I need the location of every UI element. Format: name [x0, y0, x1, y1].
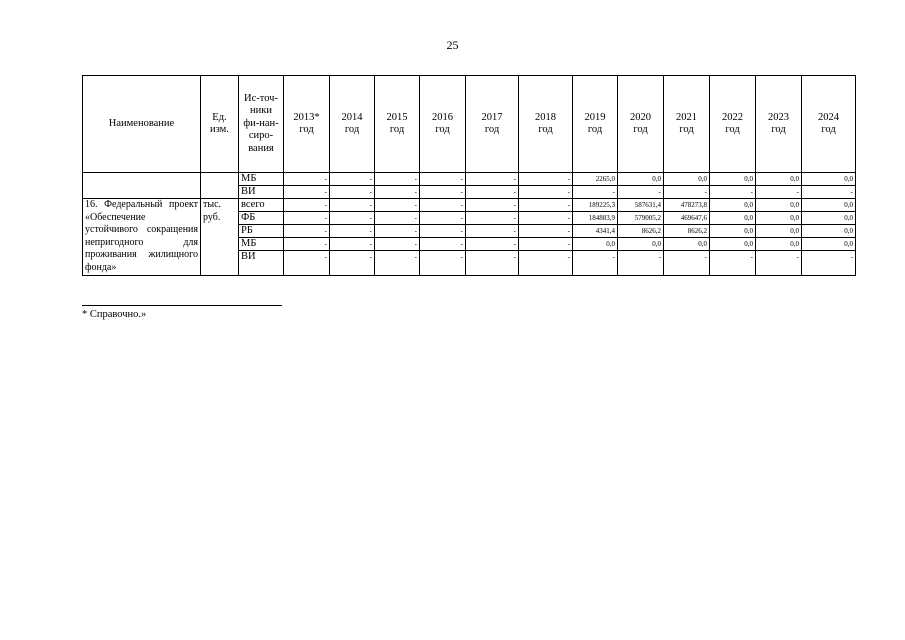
header-source: Ис-точ-ники фи-нан-сиро-вания [239, 76, 284, 173]
header-year: 2018 год [519, 76, 573, 173]
header-year: 2015 год [375, 76, 420, 173]
header-year: 2022 год [710, 76, 756, 173]
value-cell: - [802, 251, 856, 276]
value-cell: - [375, 238, 420, 251]
header-year: 2021 год [664, 76, 710, 173]
value-cell: 2265,0 [573, 173, 618, 186]
value-cell: - [519, 238, 573, 251]
value-cell: 579005,2 [618, 212, 664, 225]
value-cell: 0,0 [618, 238, 664, 251]
source-cell: ВИ [239, 251, 284, 276]
value-cell: - [375, 212, 420, 225]
footnote: * Справочно.» [82, 309, 147, 320]
value-cell: - [420, 199, 466, 212]
value-cell: - [756, 251, 802, 276]
value-cell: 8626,2 [664, 225, 710, 238]
value-cell: 0,0 [573, 238, 618, 251]
table-row [83, 199, 856, 212]
value-cell: 184883,9 [573, 212, 618, 225]
source-cell: МБ [239, 173, 284, 186]
value-cell: - [330, 212, 375, 225]
header-year: 2016 год [420, 76, 466, 173]
value-cell: - [420, 212, 466, 225]
value-cell: - [375, 199, 420, 212]
value-cell: - [756, 186, 802, 199]
unit-cell-empty [201, 173, 239, 199]
header-year: 2019 год [573, 76, 618, 173]
value-cell: - [284, 238, 330, 251]
project-unit: тыс. руб. [201, 199, 239, 276]
value-cell: - [710, 251, 756, 276]
source-cell: ВИ [239, 186, 284, 199]
value-cell: 0,0 [756, 225, 802, 238]
value-cell: - [466, 199, 519, 212]
value-cell: - [573, 251, 618, 276]
value-cell: - [519, 173, 573, 186]
value-cell: - [710, 186, 756, 199]
header-year: 2017 год [466, 76, 519, 173]
value-cell: - [284, 186, 330, 199]
value-cell: 0,0 [664, 173, 710, 186]
budget-table [82, 75, 856, 276]
value-cell: 478273,8 [664, 199, 710, 212]
header-year: 2023 год [756, 76, 802, 173]
value-cell: - [664, 251, 710, 276]
header-unit: Ед. изм. [201, 76, 239, 173]
value-cell: 0,0 [802, 173, 856, 186]
value-cell: - [330, 238, 375, 251]
value-cell: - [284, 199, 330, 212]
header-year: 2024 год [802, 76, 856, 173]
value-cell: - [420, 238, 466, 251]
value-cell: 0,0 [756, 212, 802, 225]
header-year: 2020 год [618, 76, 664, 173]
value-cell: - [466, 251, 519, 276]
page-number: 25 [446, 38, 459, 52]
value-cell: 469647,6 [664, 212, 710, 225]
value-cell: - [466, 212, 519, 225]
header-name: Наименование [83, 76, 201, 173]
value-cell: - [466, 225, 519, 238]
value-cell: - [519, 225, 573, 238]
value-cell: - [330, 251, 375, 276]
value-cell: 0,0 [710, 199, 756, 212]
value-cell: 0,0 [802, 238, 856, 251]
header-row [83, 76, 856, 173]
value-cell: - [375, 251, 420, 276]
footnote-separator [82, 305, 282, 306]
value-cell: 587631,4 [618, 199, 664, 212]
value-cell: - [618, 251, 664, 276]
value-cell: 0,0 [710, 238, 756, 251]
value-cell: - [284, 212, 330, 225]
value-cell: - [284, 251, 330, 276]
source-cell: РБ [239, 225, 284, 238]
value-cell: 0,0 [802, 212, 856, 225]
value-cell: - [519, 199, 573, 212]
value-cell: - [284, 225, 330, 238]
value-cell: - [330, 225, 375, 238]
value-cell: - [618, 186, 664, 199]
value-cell: - [420, 186, 466, 199]
value-cell: 0,0 [618, 173, 664, 186]
value-cell: - [420, 173, 466, 186]
value-cell: - [519, 251, 573, 276]
value-cell: - [375, 225, 420, 238]
value-cell: - [284, 173, 330, 186]
table-row [83, 173, 856, 186]
value-cell: 0,0 [710, 173, 756, 186]
value-cell: - [466, 173, 519, 186]
value-cell: 0,0 [802, 225, 856, 238]
value-cell: - [420, 251, 466, 276]
value-cell: - [466, 238, 519, 251]
value-cell: 0,0 [756, 199, 802, 212]
value-cell: 0,0 [802, 199, 856, 212]
value-cell: - [519, 212, 573, 225]
name-cell-empty [83, 173, 201, 199]
value-cell: - [664, 186, 710, 199]
value-cell: - [330, 186, 375, 199]
value-cell: 0,0 [710, 212, 756, 225]
value-cell: - [375, 186, 420, 199]
value-cell: 189225,3 [573, 199, 618, 212]
value-cell: 0,0 [756, 173, 802, 186]
value-cell: - [375, 173, 420, 186]
value-cell: - [330, 173, 375, 186]
source-cell: всего [239, 199, 284, 212]
value-cell: 8626,2 [618, 225, 664, 238]
value-cell: - [466, 186, 519, 199]
project-name: 16. Федеральный проект «Обеспечение устойчивого сокращения непригодного для проживания жилищного фонда» [83, 199, 201, 276]
value-cell: 0,0 [710, 225, 756, 238]
value-cell: - [420, 225, 466, 238]
value-cell: - [573, 186, 618, 199]
value-cell: 4341,4 [573, 225, 618, 238]
value-cell: - [519, 186, 573, 199]
value-cell: - [330, 199, 375, 212]
header-year: 2014 год [330, 76, 375, 173]
value-cell: 0,0 [664, 238, 710, 251]
value-cell: 0,0 [756, 238, 802, 251]
source-cell: ФБ [239, 212, 284, 225]
value-cell: - [802, 186, 856, 199]
source-cell: МБ [239, 238, 284, 251]
header-year: 2013* год [284, 76, 330, 173]
